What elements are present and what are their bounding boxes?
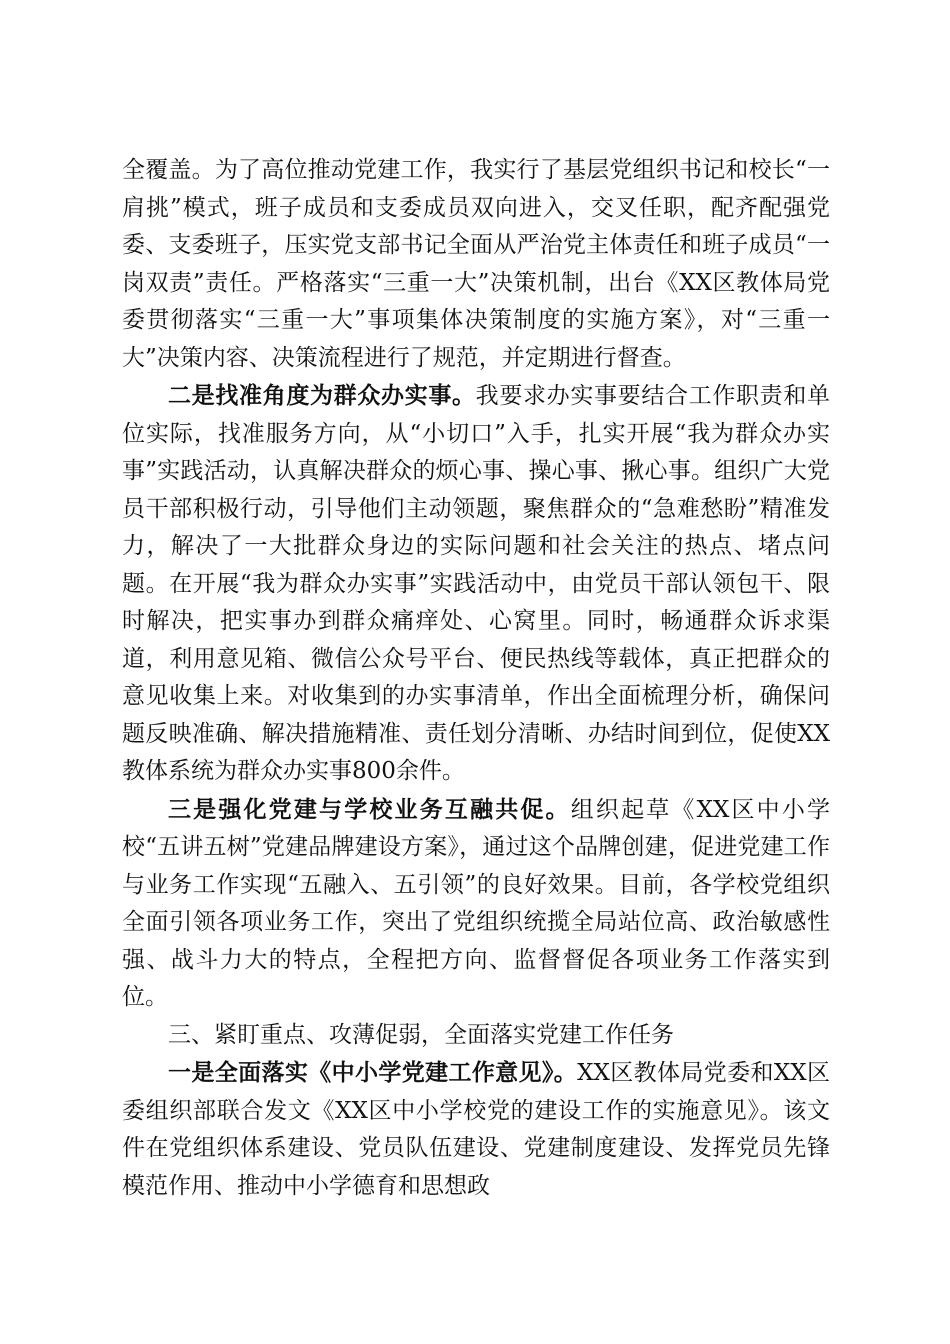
- paragraph-text: 组织起草《XX区中小学校“五讲五树”党建品牌建设方案》，通过这个品牌创建，促进党建工作与业务工作实现“五融入、五引领”的良好效果。目前，各学校党组织全面引领各项业务工作，突出了党组织统揽全局站位高、政治敏感性强、战斗力大的特点，全程把方向、监督督促各项业务工作落实到位。: [122, 796, 831, 1010]
- paragraph-lead: 三是强化党建与学校业务互融共促。: [168, 795, 571, 823]
- section-heading: [122, 1017, 830, 1055]
- section-heading-text: 三、紧盯重点、攻薄促弱，全面落实党建工作任务: [168, 1021, 674, 1048]
- paragraph-lead: 一是全面落实《中小学党建工作意见》。: [168, 1059, 578, 1086]
- document-page: [122, 152, 830, 1205]
- paragraph-serve-people: [122, 377, 830, 791]
- paragraph-continuation: [122, 152, 830, 377]
- paragraph-lead: 二是找准角度为群众办实事。: [168, 382, 476, 409]
- paragraph-party-business-integration: [122, 791, 830, 1017]
- paragraph-text: 全覆盖。为了高位推动党建工作，我实行了基层党组织书记和校长“一肩挑”模式，班子成员和支委成员双向进入，交叉任职，配齐配强党委、支委班子，压实党支部书记全面从严治党主体责任和班子成员“一岗双责”责任。严格落实“三重一大”决策机制，出台《XX区教体局党委贯彻落实“三重一大”事项集体决策制度的实施方案》，对“三重一大”决策内容、决策流程进行了规范，并定期进行督查。: [122, 157, 830, 371]
- paragraph-implement-opinions: [122, 1054, 830, 1205]
- paragraph-text: XX区教体局党委和XX区委组织部联合发文《XX区中小学校党的建设工作的实施意见》。该文件在党组织体系建设、党员队伍建设、党建制度建设、发挥党员先锋模范作用、推动中小学德育和思想政: [122, 1060, 831, 1199]
- paragraph-text: 我要求办实事要结合工作职责和单位实际，找准服务方向，从“小切口”入手，扎实开展“我为群众办实事”实践活动，认真解决群众的烦心事、操心事、揪心事。组织广大党员干部积极行动，引导他们主动领题，聚焦群众的“急难愁盼”精准发力，解决了一大批群众身边的实际问题和社会关注的热点、堵点问题。在开展“我为群众办实事”实践活动中，由党员干部认领包干、限时解决，把实事办到群众痛痒处、心窝里。同时，畅通群众诉求渠道，利用意见箱、微信公众号平台、便民热线等载体，真正把群众的意见收集上来。对收集到的办实事清单，作出全面梳理分析，确保问题反映准确、解决措施精准、责任划分清晰、办结时间到位，促使XX教体系统为群众办实事800余件。: [122, 383, 831, 784]
